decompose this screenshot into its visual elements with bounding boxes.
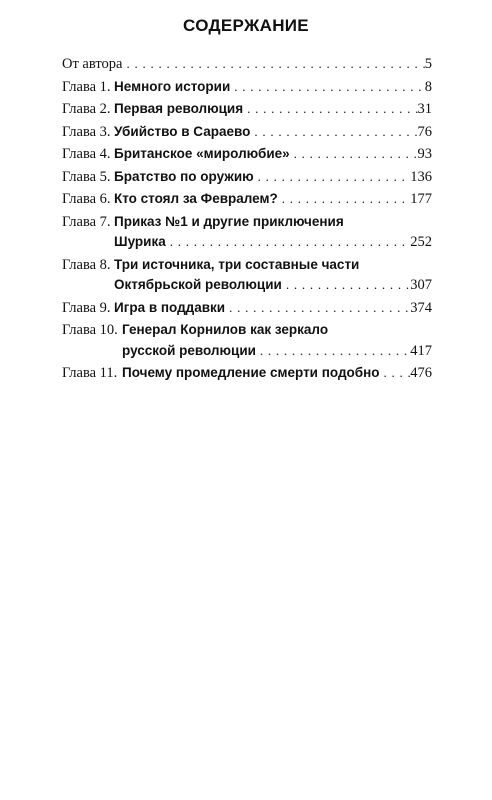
- toc-entry-page: 417: [410, 342, 432, 359]
- toc-entry-label: Глава 6.: [62, 191, 111, 207]
- toc-entry-lastline: [122, 54, 432, 75]
- toc-entry-body: [114, 255, 432, 296]
- toc-entry-label: Глава 7.: [62, 213, 111, 230]
- toc-entry-lastline: [114, 232, 432, 253]
- toc-entry-intro[interactable]: [62, 54, 432, 75]
- toc-entry-page: 476: [410, 365, 432, 381]
- toc-entry-title: Октябрьской революции: [114, 277, 282, 292]
- dot-leader: [230, 77, 425, 98]
- toc-entry-page: 374: [410, 299, 432, 316]
- toc-entry-lastline: [114, 99, 432, 120]
- page-title: СОДЕРЖАНИЕ: [183, 16, 309, 35]
- toc-entry-lastline: [122, 341, 432, 362]
- toc-entry-page: 93: [417, 146, 432, 162]
- toc-entry-page: 307: [410, 277, 432, 293]
- toc-entry-label: Глава 1.: [62, 78, 111, 95]
- toc-entry-body: [114, 212, 432, 253]
- toc-entry-lastline: [114, 144, 432, 165]
- toc-entry-body: [114, 122, 432, 143]
- toc-entry-label: Глава 3.: [62, 123, 111, 140]
- table-of-contents: [62, 54, 432, 386]
- dot-leader: [290, 144, 418, 165]
- toc-entry-title-line1: Приказ №1 и другие приключения: [114, 213, 344, 229]
- toc-entry-title: Убийство в Сараево: [114, 123, 251, 139]
- toc-entry-chapter-8[interactable]: [62, 255, 432, 296]
- toc-entry-label: Глава 5.: [62, 168, 111, 185]
- toc-entry-title: Кто стоял за Февралем?: [114, 191, 278, 206]
- toc-entry-chapter-3[interactable]: [62, 122, 432, 143]
- toc-entry-chapter-2[interactable]: [62, 99, 432, 120]
- toc-entry-lastline: [114, 122, 432, 143]
- toc-entry-title: Почему промедление смерти подобно: [122, 365, 380, 380]
- toc-entry-page: 8: [424, 78, 432, 95]
- toc-entry-chapter-7[interactable]: [62, 212, 432, 253]
- toc-entry-title: Британское «миролюбие»: [114, 146, 290, 161]
- toc-entry-body: [114, 99, 432, 120]
- dot-leader: [250, 122, 417, 143]
- toc-entry-label: Глава 4.: [62, 146, 111, 162]
- toc-entry-label: Глава 2.: [62, 101, 111, 117]
- dot-leader: [166, 232, 411, 253]
- toc-entry-title-line1: Три источника, три составные части: [114, 256, 360, 272]
- toc-entry-lastline: [114, 298, 432, 319]
- toc-entry-chapter-11[interactable]: [62, 363, 432, 384]
- toc-entry-label: Глава 8.: [62, 256, 111, 273]
- toc-entry-lastline: [114, 77, 432, 98]
- toc-entry-title: Братство по оружию: [114, 168, 254, 184]
- toc-entry-title: Немного истории: [114, 78, 231, 94]
- toc-entry-title: Первая революция: [114, 101, 244, 116]
- toc-entry-chapter-9[interactable]: [62, 298, 432, 319]
- toc-entry-lastline: [122, 363, 432, 384]
- toc-entry-lastline: [114, 275, 432, 296]
- toc-entry-page: 177: [410, 191, 432, 207]
- dot-leader: [225, 298, 410, 319]
- toc-entry-chapter-6[interactable]: [62, 189, 432, 210]
- dot-leader: [254, 167, 411, 188]
- toc-entry-page: 252: [410, 234, 432, 250]
- toc-entry-label: От автора: [62, 56, 123, 72]
- toc-entry-body: [114, 189, 432, 210]
- toc-entry-body: [122, 320, 432, 361]
- toc-entry-label: Глава 10.: [62, 322, 118, 338]
- toc-entry-page: 76: [417, 123, 432, 140]
- toc-entry-chapter-10[interactable]: [62, 320, 432, 361]
- toc-entry-title-line1: Генерал Корнилов как зеркало: [122, 322, 329, 337]
- toc-entry-page: 136: [410, 168, 432, 185]
- toc-entry-body: [114, 77, 432, 98]
- toc-entry-body: [114, 167, 432, 188]
- dot-leader: [380, 363, 411, 384]
- toc-entry-lastline: [114, 189, 432, 210]
- toc-entry-chapter-4[interactable]: [62, 144, 432, 165]
- toc-entry-chapter-5[interactable]: [62, 167, 432, 188]
- toc-entry-body: [122, 363, 432, 384]
- toc-entry-page: 31: [417, 101, 432, 117]
- dot-leader: [243, 99, 417, 120]
- toc-entry-body: [114, 144, 432, 165]
- dot-leader: [122, 54, 424, 75]
- toc-entry-title: русской революции: [122, 342, 256, 358]
- dot-leader: [278, 189, 411, 210]
- dot-leader: [282, 275, 410, 296]
- toc-entry-label: Глава 11.: [62, 365, 118, 381]
- toc-entry-lastline: [114, 167, 432, 188]
- toc-entry-label: Глава 9.: [62, 299, 111, 316]
- dot-leader: [256, 341, 410, 362]
- toc-entry-title: Шурика: [114, 234, 166, 249]
- toc-entry-page: 5: [424, 56, 432, 72]
- toc-entry-title: Игра в поддавки: [114, 299, 226, 315]
- toc-entry-body: [114, 298, 432, 319]
- toc-entry-body: [122, 54, 432, 75]
- toc-entry-chapter-1[interactable]: [62, 77, 432, 98]
